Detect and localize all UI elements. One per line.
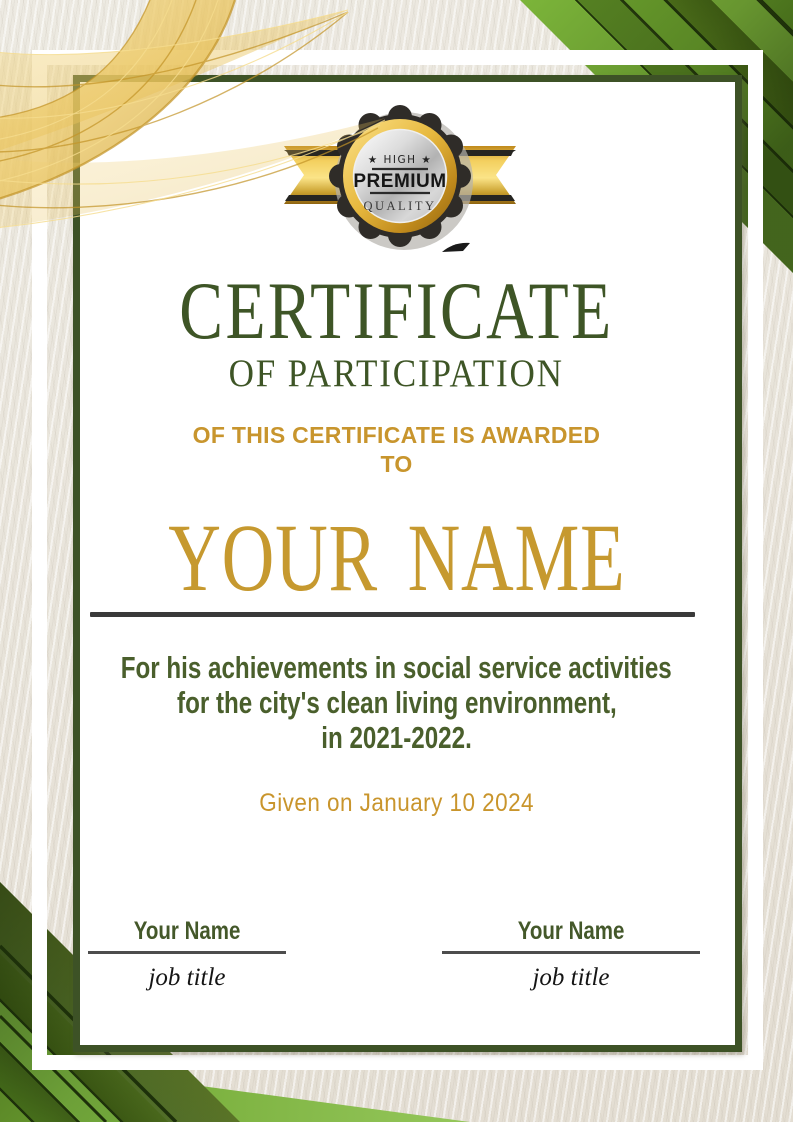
signer-job-title: job title — [148, 964, 226, 991]
certificate-title: CERTIFICATE — [179, 265, 614, 356]
premium-quality-badge — [280, 100, 520, 252]
description-line1: For his achievements in social service activities — [120, 650, 673, 685]
signer-name: Your Name — [517, 917, 625, 945]
name-underline-rule — [90, 612, 695, 617]
certificate-subtitle: OF PARTICIPATION — [228, 352, 565, 395]
signature-line — [442, 951, 700, 954]
signature-line — [88, 951, 286, 954]
awarded-line1: OF THIS CERTIFICATE IS AWARDED — [192, 422, 601, 448]
date-line: Given on January 10 2024 — [259, 789, 534, 817]
achievement-description — [0, 650, 793, 755]
badge-bottom-word: QUALITY — [363, 199, 437, 213]
awarded-statement — [0, 421, 793, 479]
badge-top-word: ★ HIGH ★ — [367, 154, 433, 166]
signer-name: Your Name — [133, 917, 241, 945]
signer-job-title: job title — [532, 964, 610, 991]
awarded-line2: TO — [380, 451, 413, 477]
signature-block-left — [88, 916, 286, 993]
signature-block-right — [442, 916, 700, 993]
description-line2: for the city's clean living environment, — [176, 685, 617, 720]
description-line3: in 2021-2022. — [321, 720, 472, 755]
small-swoosh-mark — [440, 240, 472, 255]
badge-middle-word: PREMIUM — [353, 171, 447, 192]
recipient-name: YOUR NAME — [167, 504, 626, 611]
